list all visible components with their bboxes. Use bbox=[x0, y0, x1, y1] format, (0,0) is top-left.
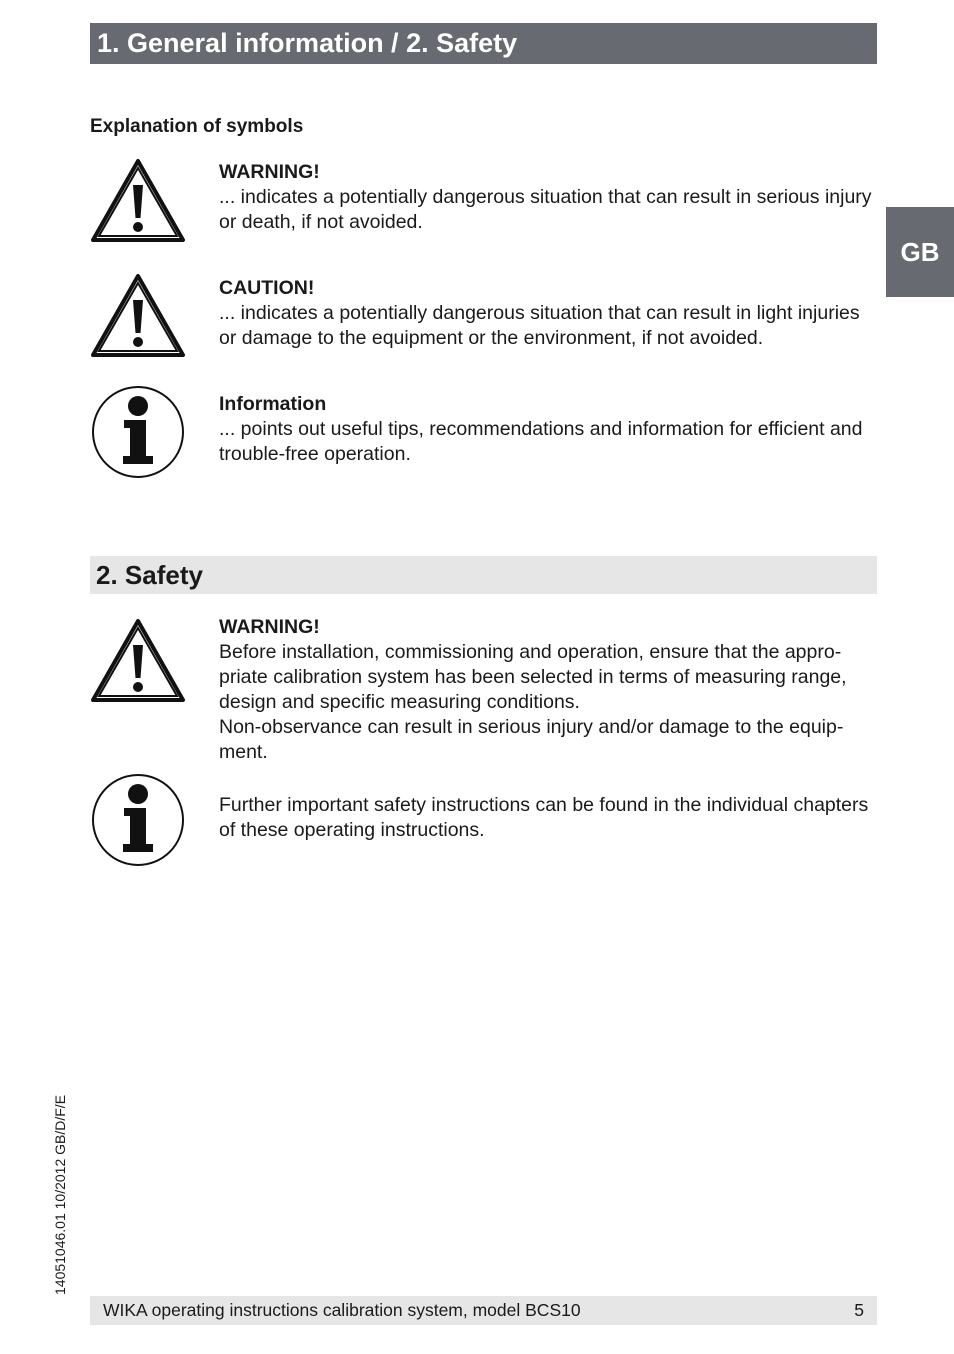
information-icon bbox=[90, 773, 186, 867]
safety-warning-block bbox=[219, 615, 874, 765]
safety-info-text: Further important safety instructions can be found in the individual chapters of these operating instructions. bbox=[219, 794, 869, 841]
page-title: 1. General information / 2. Safety bbox=[97, 28, 518, 58]
warning-triangle-icon bbox=[90, 157, 186, 243]
caution-triangle-icon bbox=[90, 272, 186, 358]
language-tab[interactable]: GB bbox=[886, 207, 954, 297]
caution-title: CAUTION! bbox=[219, 277, 315, 299]
safety-section-header bbox=[90, 556, 877, 594]
safety-warning-title: WARNING! bbox=[219, 616, 320, 638]
warning-description: ... indicates a potentially dangerous situation that can result in serious injury or death, if not avoided. bbox=[219, 186, 872, 233]
safety-info-block bbox=[219, 793, 874, 843]
warning-symbol-explanation bbox=[219, 160, 874, 235]
information-title: Information bbox=[219, 393, 327, 415]
information-symbol-explanation bbox=[219, 392, 874, 467]
page-number: 5 bbox=[854, 1300, 864, 1320]
safety-warning-text: Before installation, commissioning and operation, ensure that the appro-priate calibration system has been selected in terms of measuring range, design and specific measuring conditions. bbox=[219, 641, 847, 713]
safety-heading: 2. Safety bbox=[96, 560, 203, 590]
warning-triangle-icon bbox=[90, 617, 186, 703]
page-header bbox=[90, 23, 877, 64]
information-description: ... points out useful tips, recommendations and information for efficient and trouble-free operation. bbox=[219, 418, 863, 465]
information-icon bbox=[90, 385, 186, 479]
warning-title: WARNING! bbox=[219, 161, 320, 183]
page-footer bbox=[90, 1296, 877, 1325]
footer-text: WIKA operating instructions calibration system, model BCS10 bbox=[103, 1300, 581, 1320]
safety-warning-consequence: Non-observance can result in serious injury and/or damage to the equip-ment. bbox=[219, 716, 844, 763]
caution-symbol-explanation bbox=[219, 276, 874, 351]
caution-description: ... indicates a potentially dangerous situation that can result in light injuries or damage to the equipment or the environment, if not avoided. bbox=[219, 302, 860, 349]
symbols-heading: Explanation of symbols bbox=[90, 116, 304, 137]
document-code: 14051046.01 10/2012 GB/D/F/E bbox=[52, 1094, 68, 1295]
